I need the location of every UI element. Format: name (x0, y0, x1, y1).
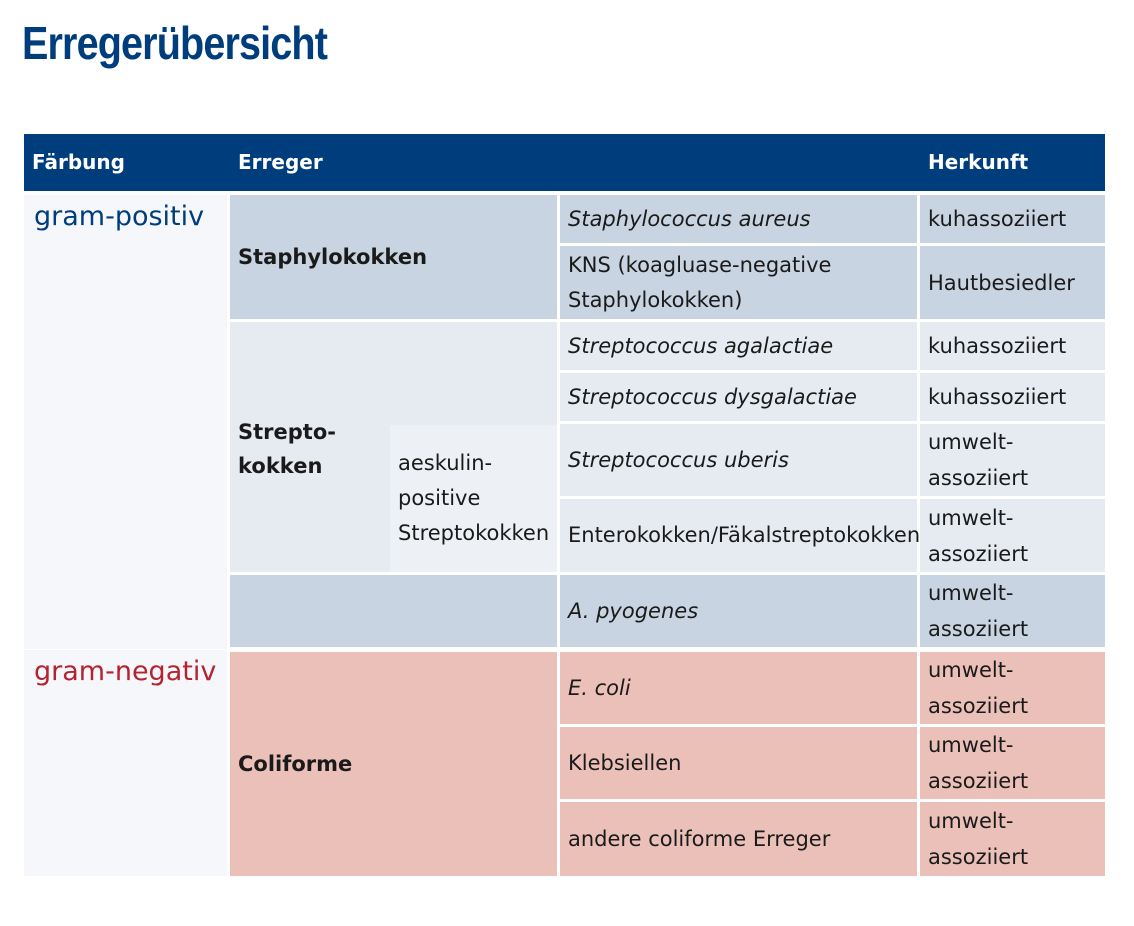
origin-cell (920, 499, 1105, 572)
header-erreger: Erreger (230, 134, 630, 191)
origin-line: assoziiert (928, 466, 1029, 490)
origin-line: assoziiert (928, 694, 1029, 718)
organism-cell: Streptococcus dysgalactiae (560, 373, 917, 421)
origin-line: assoziiert (928, 617, 1029, 641)
category-staphylokokken: Staphylokokken (230, 195, 557, 319)
origin-line: umwelt- (928, 733, 1014, 757)
origin-line: umwelt- (928, 430, 1014, 454)
origin-cell: kuhassoziiert (920, 195, 1105, 243)
organism-cell: Enterokokken/Fäkalstreptokokken (560, 499, 917, 572)
origin-cell (920, 424, 1105, 496)
organism-cell: E. coli (560, 652, 917, 724)
organism-cell: andere coliforme Erreger (560, 802, 917, 876)
organism-cell: Staphylococcus aureus (560, 195, 917, 243)
origin-line: umwelt- (928, 505, 1014, 530)
category-line: Strepto- (238, 420, 336, 444)
group-gram-negativ: gram-negativ (24, 650, 227, 876)
category-empty (230, 575, 557, 647)
origin-line: umwelt- (928, 658, 1014, 682)
origin-cell (920, 727, 1105, 799)
origin-line: umwelt- (928, 581, 1014, 605)
organism-cell: Streptococcus agalactiae (560, 322, 917, 370)
pathogen-table (24, 134, 1105, 876)
page-title: Erregerübersicht (22, 17, 328, 69)
category-line: kokken (238, 454, 323, 478)
origin-cell: kuhassoziiert (920, 373, 1105, 421)
origin-line: umwelt- (928, 809, 1014, 833)
subcategory-line: positive (398, 486, 481, 510)
subcategory-aeskulin (390, 425, 557, 572)
subcategory-line: Streptokokken (398, 521, 550, 545)
origin-cell (920, 802, 1105, 876)
organism-cell: Streptococcus uberis (560, 424, 917, 496)
origin-cell (920, 652, 1105, 724)
origin-cell: kuhassoziiert (920, 322, 1105, 370)
category-streptokokken (230, 414, 390, 484)
origin-line: assoziiert (928, 845, 1029, 869)
organism-line: KNS (koagluase-negative (568, 252, 832, 277)
origin-line: assoziiert (928, 541, 1029, 566)
origin-cell (920, 575, 1105, 647)
origin-line: assoziiert (928, 769, 1029, 793)
origin-cell: Hautbesiedler (920, 246, 1105, 319)
organism-cell (560, 246, 917, 319)
organism-cell: Klebsiellen (560, 727, 917, 799)
header-herkunft: Herkunft (920, 134, 1105, 191)
organism-line: Staphylokokken) (568, 287, 743, 312)
subcategory-line: aeskulin- (398, 451, 493, 475)
category-coliforme: Coliforme (230, 652, 557, 876)
header-faerbung: Färbung (24, 134, 224, 191)
organism-cell: A. pyogenes (560, 575, 917, 647)
group-gram-positiv: gram-positiv (24, 195, 227, 649)
